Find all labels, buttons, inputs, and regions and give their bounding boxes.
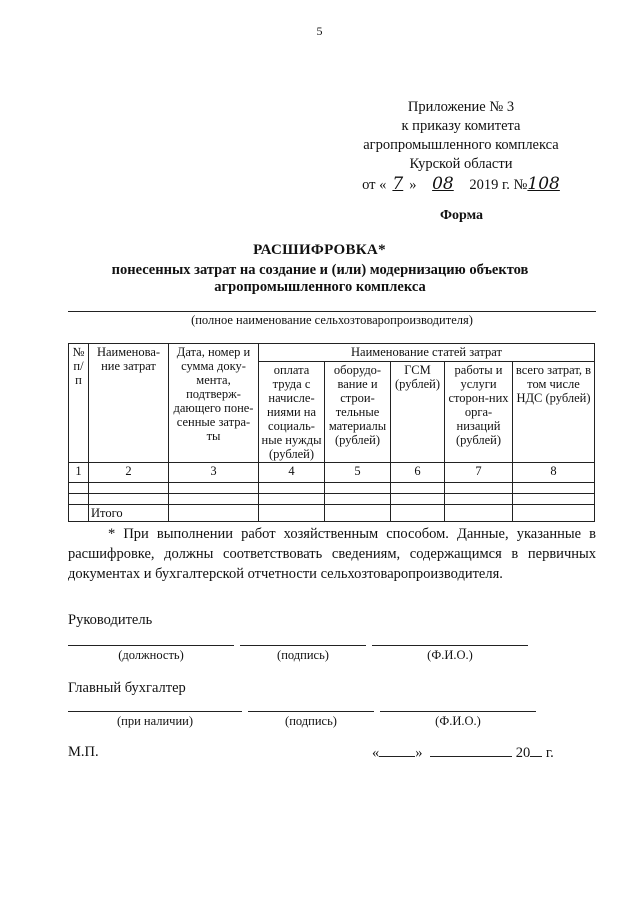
accountant-label: Главный бухгалтер xyxy=(68,680,186,696)
sign-date-open: « xyxy=(372,745,380,761)
appendix-line: к приказу комитета xyxy=(401,118,521,134)
footnote: * При выполнении работ хозяйственным способом. Данные, указанные в расшифровке, должны соответствовать сведениям, содержащимся в первичных документах и бухгалтерской отчетности сельхозтоваропроизводителя. xyxy=(68,526,596,582)
table-total-row xyxy=(69,505,595,522)
head-label: Руководитель xyxy=(68,612,153,628)
costs-table xyxy=(68,343,595,522)
order-date-line xyxy=(330,174,592,194)
appendix-line: Курской области xyxy=(409,156,513,172)
total-label: Итого xyxy=(89,505,169,522)
date-close-quote: » xyxy=(409,177,417,193)
date-day: 7 xyxy=(392,174,404,194)
producer-caption: (полное наименование сельхозтоваропроизводителя) xyxy=(191,313,473,327)
sign-year-suffix: г. xyxy=(545,745,554,761)
fio-caption: (Ф.И.О.) xyxy=(435,714,481,728)
if-any-caption: (при наличии) xyxy=(116,714,194,728)
position-caption: (должность) xyxy=(118,648,184,662)
col-number: 1 xyxy=(69,463,89,483)
sign-date-close: » xyxy=(415,745,423,761)
header-services: работы и услуги сторон-них орга-низаций (рублей) xyxy=(445,362,513,463)
accountant-position-line xyxy=(68,711,242,712)
header-name: Наименова-ние затрат xyxy=(89,344,169,463)
header-group: Наименование статей затрат xyxy=(259,344,595,362)
document-subtitle xyxy=(80,262,560,296)
header-no: № п/п xyxy=(69,344,89,463)
col-number: 2 xyxy=(89,463,169,483)
sign-year-prefix: 20 xyxy=(515,745,531,761)
table-header-row xyxy=(69,344,595,362)
header-fuel: ГСМ (рублей) xyxy=(391,362,445,463)
appendix-block xyxy=(330,98,592,174)
header-equipment: оборудо-вание и строи-тельные материалы (рублей) xyxy=(325,362,391,463)
accountant-signature-line xyxy=(248,711,374,712)
form-label: Форма xyxy=(440,208,484,223)
col-number: 8 xyxy=(513,463,595,483)
signature-caption: (подпись) xyxy=(285,714,337,728)
col-number: 4 xyxy=(259,463,325,483)
col-number: 6 xyxy=(391,463,445,483)
document-title: РАСШИФРОВКА* xyxy=(253,242,386,258)
date-open-quote: от « xyxy=(362,177,387,193)
table-row xyxy=(69,494,595,505)
appendix-line: Приложение № 3 xyxy=(407,99,515,115)
head-fio-line xyxy=(372,645,528,646)
appendix-line: агропромышленного комплекса xyxy=(363,137,559,153)
head-position-line xyxy=(68,645,234,646)
col-number: 5 xyxy=(325,463,391,483)
order-number: 108 xyxy=(527,174,560,194)
date-year: 2019 г. № xyxy=(469,177,528,193)
sign-date-line xyxy=(372,744,554,762)
accountant-fio-line xyxy=(380,711,536,712)
subtitle-line: агропромышленного комплекса xyxy=(214,279,426,295)
table-numbers-row xyxy=(69,463,595,483)
signature-caption: (подпись) xyxy=(277,648,329,662)
page-number: 5 xyxy=(316,24,323,38)
col-number: 7 xyxy=(445,463,513,483)
stamp-place: М.П. xyxy=(68,744,99,760)
header-document: Дата, номер и сумма доку-мента, подтверж-дающего поне-сенные затра-ты xyxy=(169,344,259,463)
header-total: всего затрат, в том числе НДС (рублей) xyxy=(513,362,595,463)
table-row xyxy=(69,483,595,494)
col-number: 3 xyxy=(169,463,259,483)
head-signature-line xyxy=(240,645,366,646)
header-labor: оплата труда с начисле-ниями на социаль-ные нужды (рублей) xyxy=(259,362,325,463)
fio-caption: (Ф.И.О.) xyxy=(427,648,473,662)
date-month: 08 xyxy=(432,174,454,194)
subtitle-line: понесенных затрат на создание и (или) модернизацию объектов xyxy=(111,262,529,278)
producer-name-line xyxy=(68,311,596,312)
